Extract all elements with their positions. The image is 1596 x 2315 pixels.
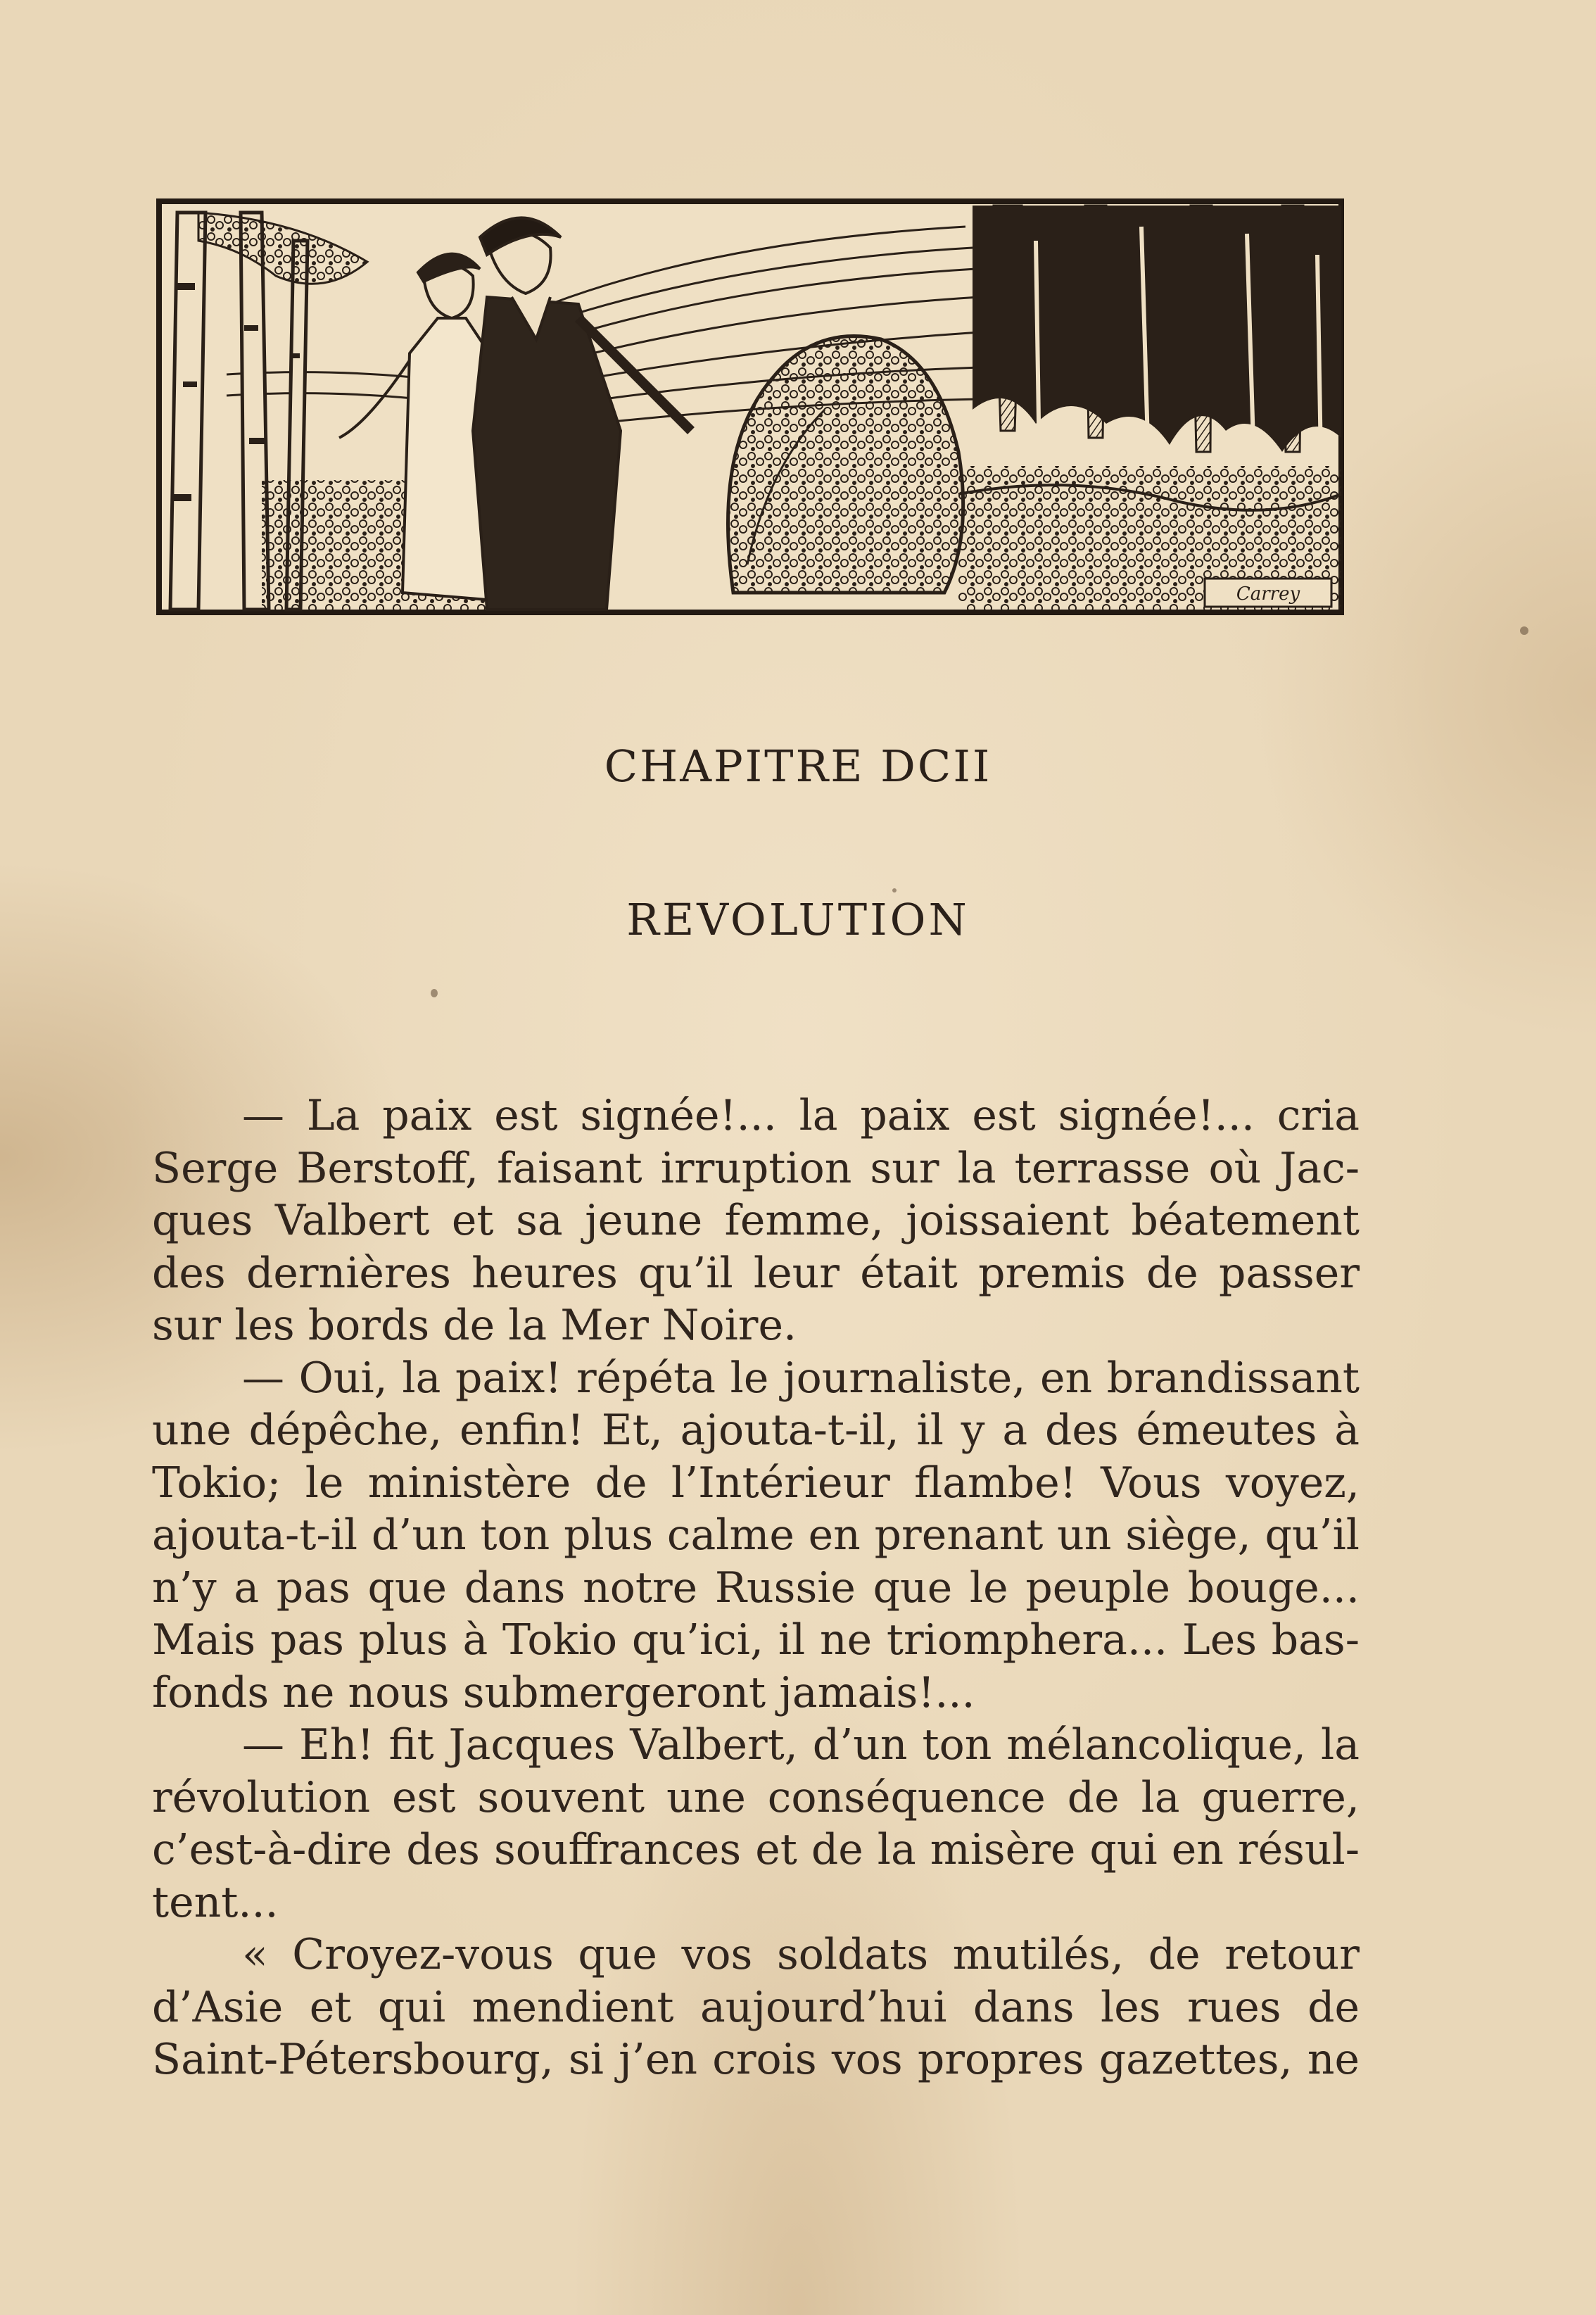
chapter-number: CHAPITRE DCII bbox=[604, 740, 992, 792]
chapter-vignette-illustration bbox=[156, 198, 1344, 615]
paragraph: — La paix est signée!... la paix est signée!... cria Serge Berstoff, faisant irruption sur la terrasse où Jacques Valbert et sa jeune femme, joissaient béatement des dernières heures qu’il leur était premis de passer sur les bords de la Mer Noire. bbox=[152, 1091, 1360, 1350]
paper-speck bbox=[431, 989, 438, 997]
paragraph: — Eh! fit Jacques Valbert, d’un ton mélancolique, la révolution est souvent une conséquence de la guerre, c’est-à-dire des souffrances et de la misère qui en résultent... bbox=[152, 1720, 1360, 1927]
chapter-body bbox=[152, 1090, 1360, 2086]
artist-signature: Carrey bbox=[1236, 584, 1300, 605]
paragraph: — Oui, la paix! répéta le journaliste, en brandissant une dépêche, enfin! Et, ajouta-t-il, il y a des émeutes à Tokio; le ministère de l’Intérieur flambe! Vous voyez, ajouta-t-il d’un ton plus calme en prenant un siège, qu’il n’y a pas que dans notre Russie que le peuple bouge... Mais pas plus à Tokio qu’ici, il ne triomphera... Les basfonds ne nous submergeront jamais!... bbox=[152, 1353, 1360, 1717]
paragraph: « Croyez-vous que vos soldats mutilés, de retour d’Asie et qui mendient aujourd’hui dans les rues de Saint-Pétersbourg, si j’en crois vos propres gazettes, ne bbox=[152, 1930, 1360, 2084]
couple-landscape-illustration bbox=[156, 198, 1344, 615]
paper-speck bbox=[1520, 626, 1528, 635]
chapter-title: REVOLUTION bbox=[626, 894, 970, 945]
paper-speck bbox=[892, 888, 897, 892]
